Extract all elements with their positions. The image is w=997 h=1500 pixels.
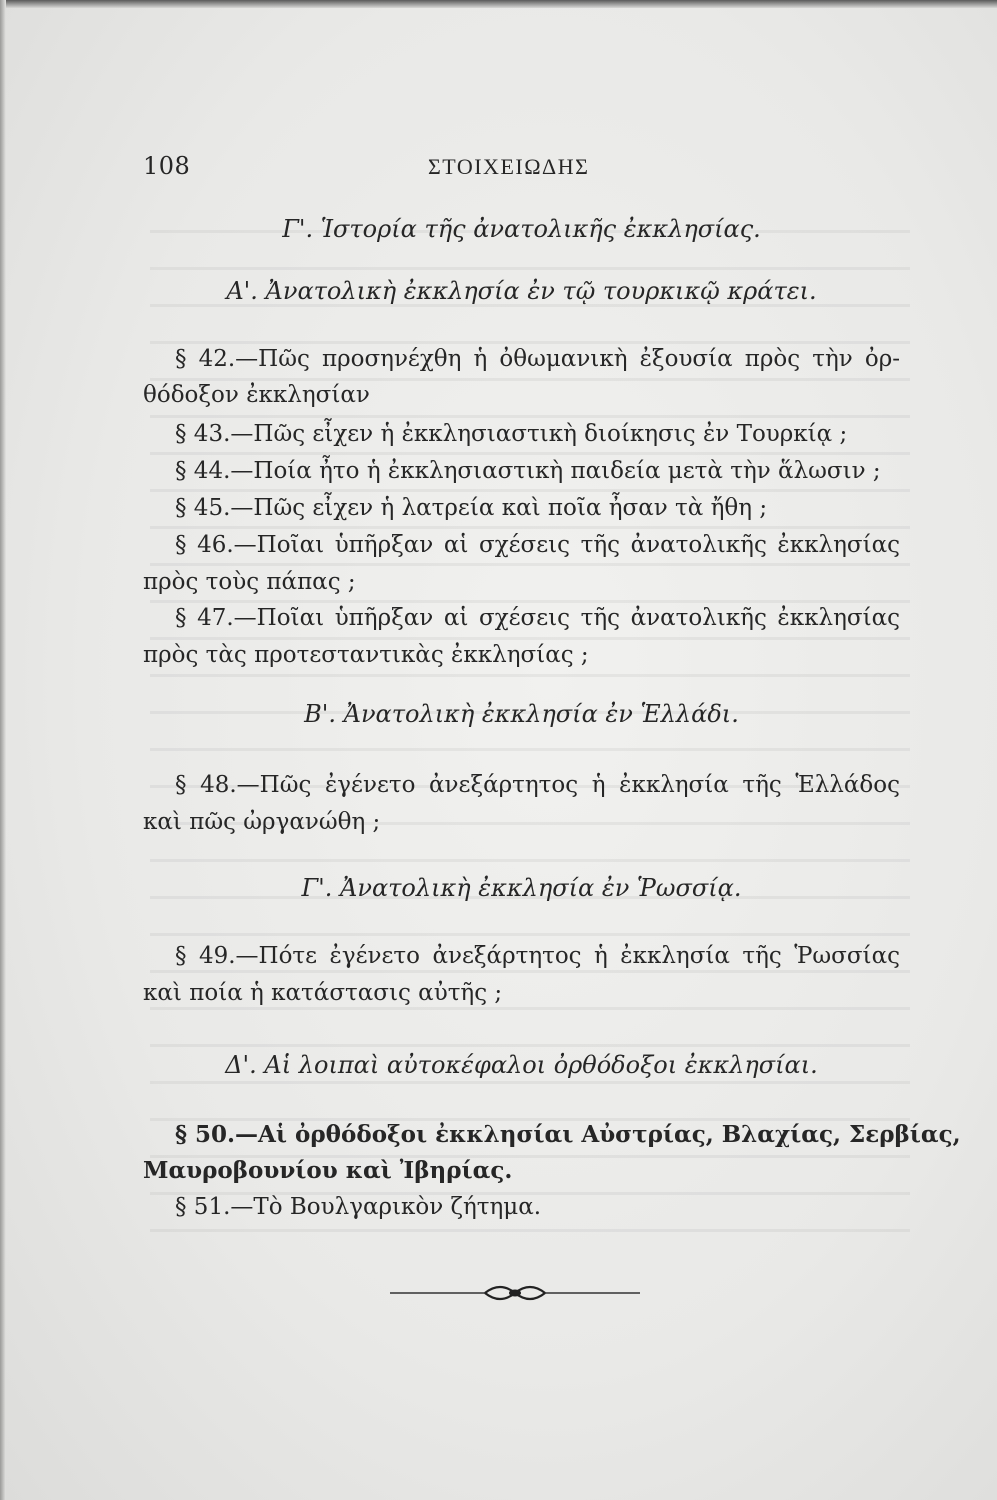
subsection-heading-b: Β'. Ἀνατολικὴ ἐκκλησία ἐν Ἑλλάδι. — [304, 700, 739, 728]
page-number: 108 — [143, 152, 191, 180]
paragraph-44: § 44.—Ποία ἦτο ἡ ἐκκλησιαστικὴ παιδεία μετὰ τὴν ἅλωσιν ; — [175, 458, 881, 484]
end-ornament-rule — [390, 1281, 640, 1305]
subsection-heading-g: Γ'. Ἀνατολικὴ ἐκκλησία ἐν Ῥωσσίᾳ. — [301, 874, 742, 902]
paragraph-51: § 51.—Τὸ Βουλγαρικὸν ζήτημα. — [175, 1194, 542, 1220]
page-top-edge-shadow — [0, 0, 997, 8]
paragraph-46-line-1: § 46.—Ποῖαι ὑπῆρξαν αἱ σχέσεις τῆς ἀνατολικῆς ἐκκλησίας — [175, 532, 900, 558]
paragraph-46-line-2: πρὸς τοὺς πάπας ; — [143, 569, 356, 595]
paragraph-49-line-2: καὶ ποία ἡ κατάστασις αὐτῆς ; — [143, 980, 503, 1006]
subsection-heading-d: Δ'. Αἱ λοιπαὶ αὐτοκέφαλοι ὀρθόδοξοι ἐκκλησίαι. — [225, 1051, 818, 1079]
paragraph-42-line-2: θόδοξον ἐκκλησίαν — [143, 382, 370, 408]
paragraph-45: § 45.—Πῶς εἶχεν ἡ λατρεία καὶ ποῖα ἦσαν τὰ ἤθη ; — [175, 495, 768, 521]
section-heading: Γ'. Ἱστορία τῆς ἀνατολικῆς ἐκκλησίας. — [282, 215, 761, 243]
running-title: ΣΤΟΙΧΕΙΩΔΗΣ — [428, 154, 590, 179]
paragraph-48-line-1: § 48.—Πῶς ἐγένετο ἀνεξάρτητος ἡ ἐκκλησία τῆς Ἑλλάδος — [175, 772, 900, 798]
paragraph-43: § 43.—Πῶς εἶχεν ἡ ἐκκλησιαστικὴ διοίκησις ἐν Τουρκίᾳ ; — [175, 421, 848, 447]
page-left-edge-shadow — [0, 0, 6, 1500]
paragraph-49-line-1: § 49.—Πότε ἐγένετο ἀνεξάρτητος ἡ ἐκκλησία τῆς Ῥωσσίας — [175, 943, 900, 969]
paragraph-50-line-1: § 50.—Αἱ ὀρθόδοξοι ἐκκλησίαι Αὐστρίας, Βλαχίας, Σερβίας, — [175, 1121, 961, 1148]
paragraph-48-line-2: καὶ πῶς ὠργανώθη ; — [143, 809, 381, 835]
paragraph-47-line-1: § 47.—Ποῖαι ὑπῆρξαν αἱ σχέσεις τῆς ἀνατολικῆς ἐκκλησίας — [175, 605, 900, 631]
paragraph-42-line-1: § 42.—Πῶς προσηνέχθη ἡ ὀθωμανικὴ ἐξουσία πρὸς τὴν ὀρ- — [175, 346, 900, 372]
paragraph-47-line-2: πρὸς τὰς προτεσταντικὰς ἐκκλησίας ; — [143, 642, 589, 668]
running-header — [143, 152, 900, 186]
subsection-heading-a: Α'. Ἀνατολικὴ ἐκκλησία ἐν τῷ τουρκικῷ κράτει. — [226, 277, 817, 305]
paragraph-50-line-2: Μαυροβουνίου καὶ Ἰβηρίας. — [143, 1157, 513, 1184]
